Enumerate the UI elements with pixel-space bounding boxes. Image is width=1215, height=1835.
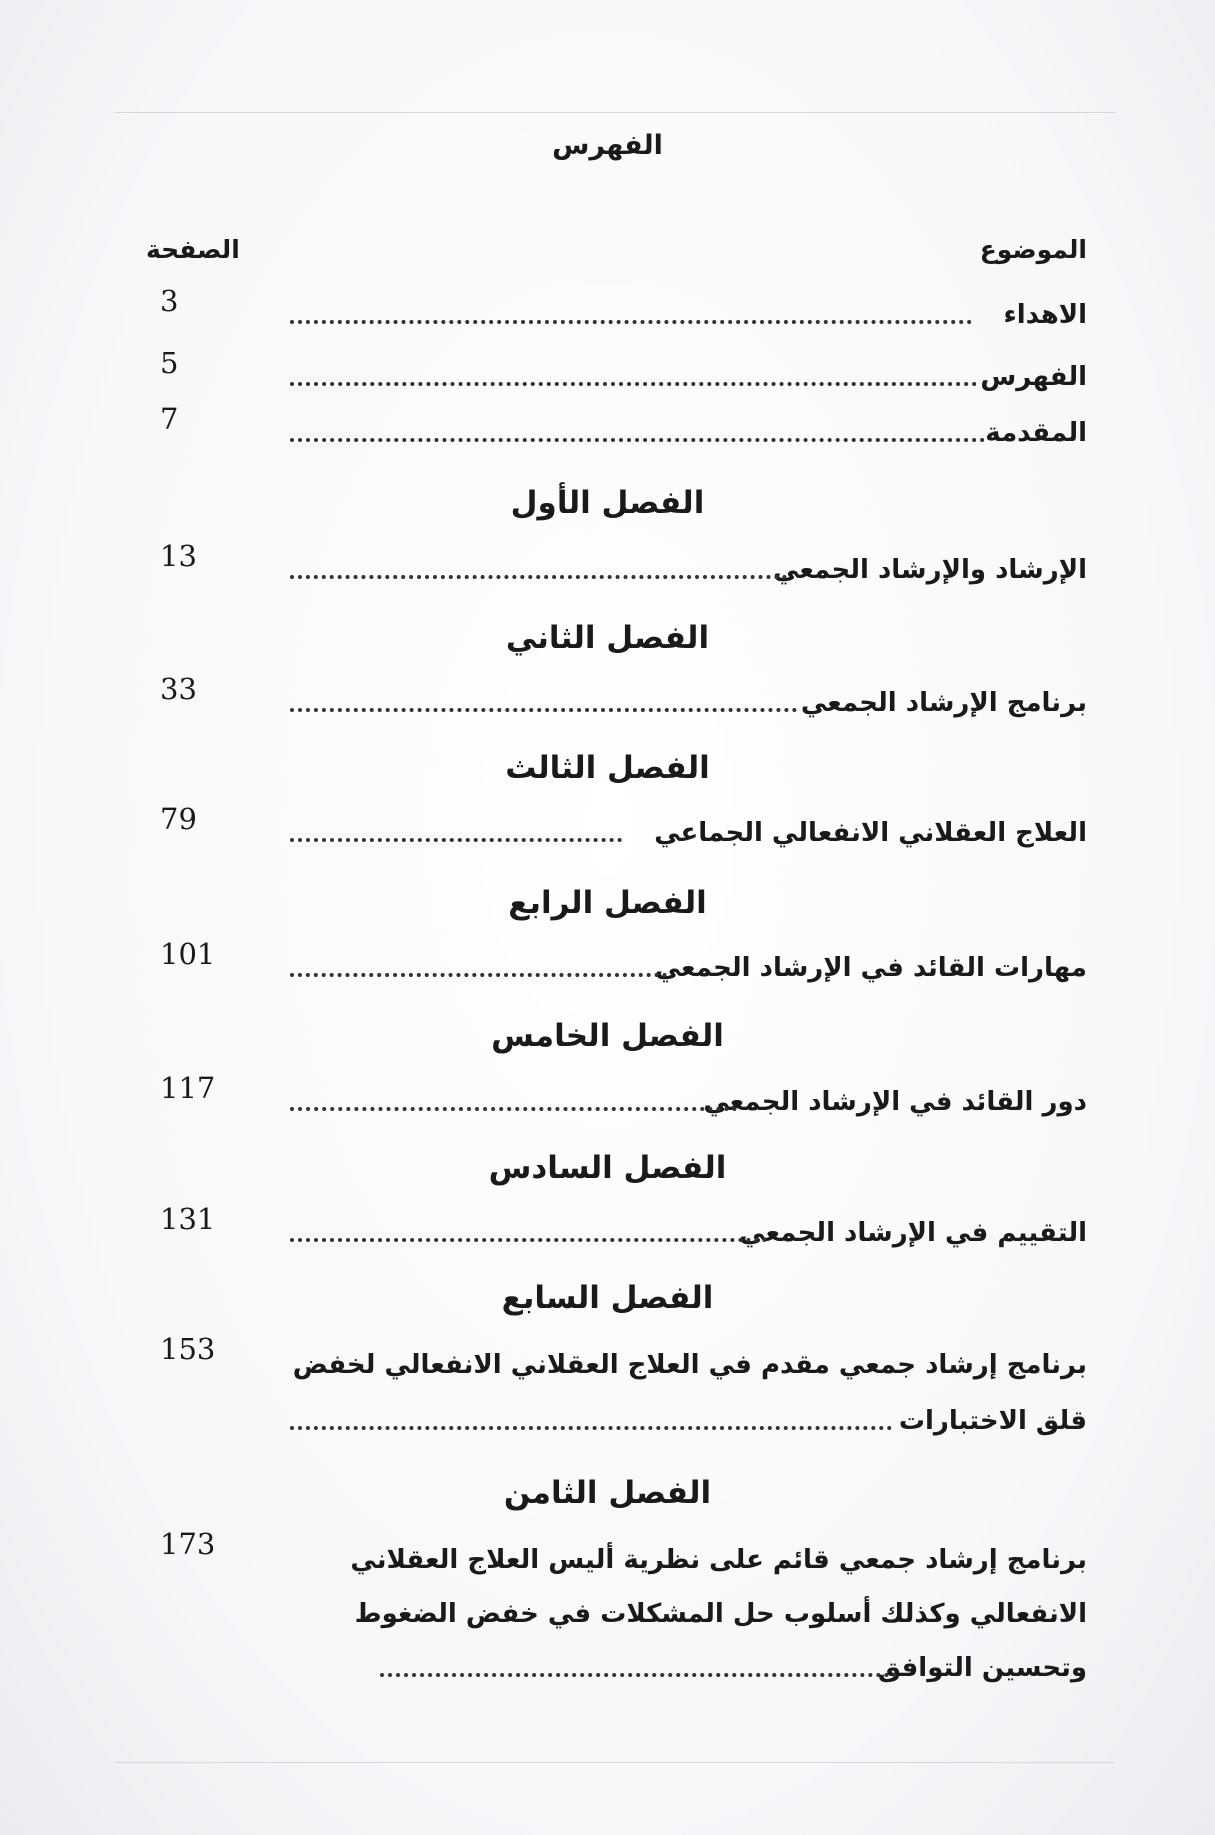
dot-leader [290,438,985,442]
chapter-heading-8: الفصل الثامن [503,1475,712,1511]
dot-leader [290,1107,737,1111]
toc-entry-page: 153 [160,1332,216,1366]
toc-entry-chapter-4[interactable] [160,937,1087,983]
toc-entry-chapter-5[interactable] [160,1071,1087,1117]
dot-leader [290,1426,892,1430]
bleed-through-rule [115,112,1115,113]
toc-entry-chapter-3[interactable] [160,802,1087,848]
toc-entry-index[interactable] [160,346,1087,392]
toc-entry-label-line: قلق الاختبارات [898,1406,1087,1436]
chapter-heading-1: الفصل الأول [510,485,705,521]
chapter-heading-4: الفصل الرابع [508,885,707,921]
toc-entry-label: المقدمة [985,418,1087,448]
toc-entry-label-line: الانفعالي وكذلك أسلوب حل المشكلات في خفض الضغوط [354,1599,1087,1629]
chapter-heading-2: الفصل الثاني [505,620,710,656]
chapter-heading-7: الفصل السابع [501,1280,714,1316]
toc-entry-label-line: وتحسين التوافق [877,1653,1087,1683]
toc-entry-page: 3 [160,284,179,318]
topic-column-header: الموضوع [979,235,1087,264]
toc-entry-label: دور القائد في الإرشاد الجمعي [703,1087,1087,1117]
dot-leader [290,575,787,579]
toc-entry-page: 131 [160,1202,216,1236]
toc-entry-page: 13 [160,539,197,573]
chapter-heading-3: الفصل الثالث [505,750,710,786]
toc-entry-label: الإرشاد والإرشاد الجمعي [773,555,1087,585]
toc-entry-label: العلاج العقلاني الانفعالي الجماعي [654,818,1087,848]
toc-entry-dedication[interactable] [160,284,1087,330]
dot-leader [290,320,972,324]
dot-leader [290,973,667,977]
dot-leader [290,838,622,842]
toc-entry-introduction[interactable] [160,402,1087,448]
toc-entry-chapter-7[interactable] [160,1332,1087,1436]
chapter-heading-5: الفصل الخامس [491,1018,724,1054]
toc-entry-label-line: برنامج إرشاد جمعي قائم على نظرية أليس العلاج العقلاني [350,1545,1087,1575]
page-title: الفهرس [552,130,663,161]
toc-entry-label: برنامج الإرشاد الجمعي [800,688,1087,718]
toc-entry-label-line-last [160,1406,1087,1436]
toc-entry-page: 7 [160,402,179,436]
toc-entry-chapter-1[interactable] [160,539,1087,585]
toc-entry-label: مهارات القائد في الإرشاد الجمعي [654,953,1087,983]
dot-leader [290,382,977,386]
toc-entry-label-line-last [160,1653,1087,1683]
toc-entry-chapter-2[interactable] [160,672,1087,718]
toc-entry-chapter-6[interactable] [160,1202,1087,1248]
toc-entry-label-line: برنامج إرشاد جمعي مقدم في العلاج العقلاني الانفعالي لخفض [292,1350,1087,1380]
toc-entry-chapter-8[interactable] [160,1527,1087,1683]
toc-entry-label: الاهداء [1003,300,1087,330]
page-column-header: الصفحة [146,235,240,264]
toc-entry-page: 79 [160,802,197,836]
toc-entry-page: 173 [160,1527,216,1561]
dot-leader [290,1238,767,1242]
toc-entry-label: الفهرس [980,362,1087,392]
toc-entry-label: التقييم في الإرشاد الجمعي [739,1218,1087,1248]
chapter-heading-6: الفصل السادس [488,1150,727,1186]
toc-entry-page: 33 [160,672,197,706]
dot-leader [290,708,797,712]
bleed-through-rule [115,1762,1115,1763]
toc-entry-page: 5 [160,346,179,380]
dot-leader [380,1673,897,1677]
toc-entry-page: 101 [160,937,216,971]
toc-entry-page: 117 [160,1071,216,1105]
